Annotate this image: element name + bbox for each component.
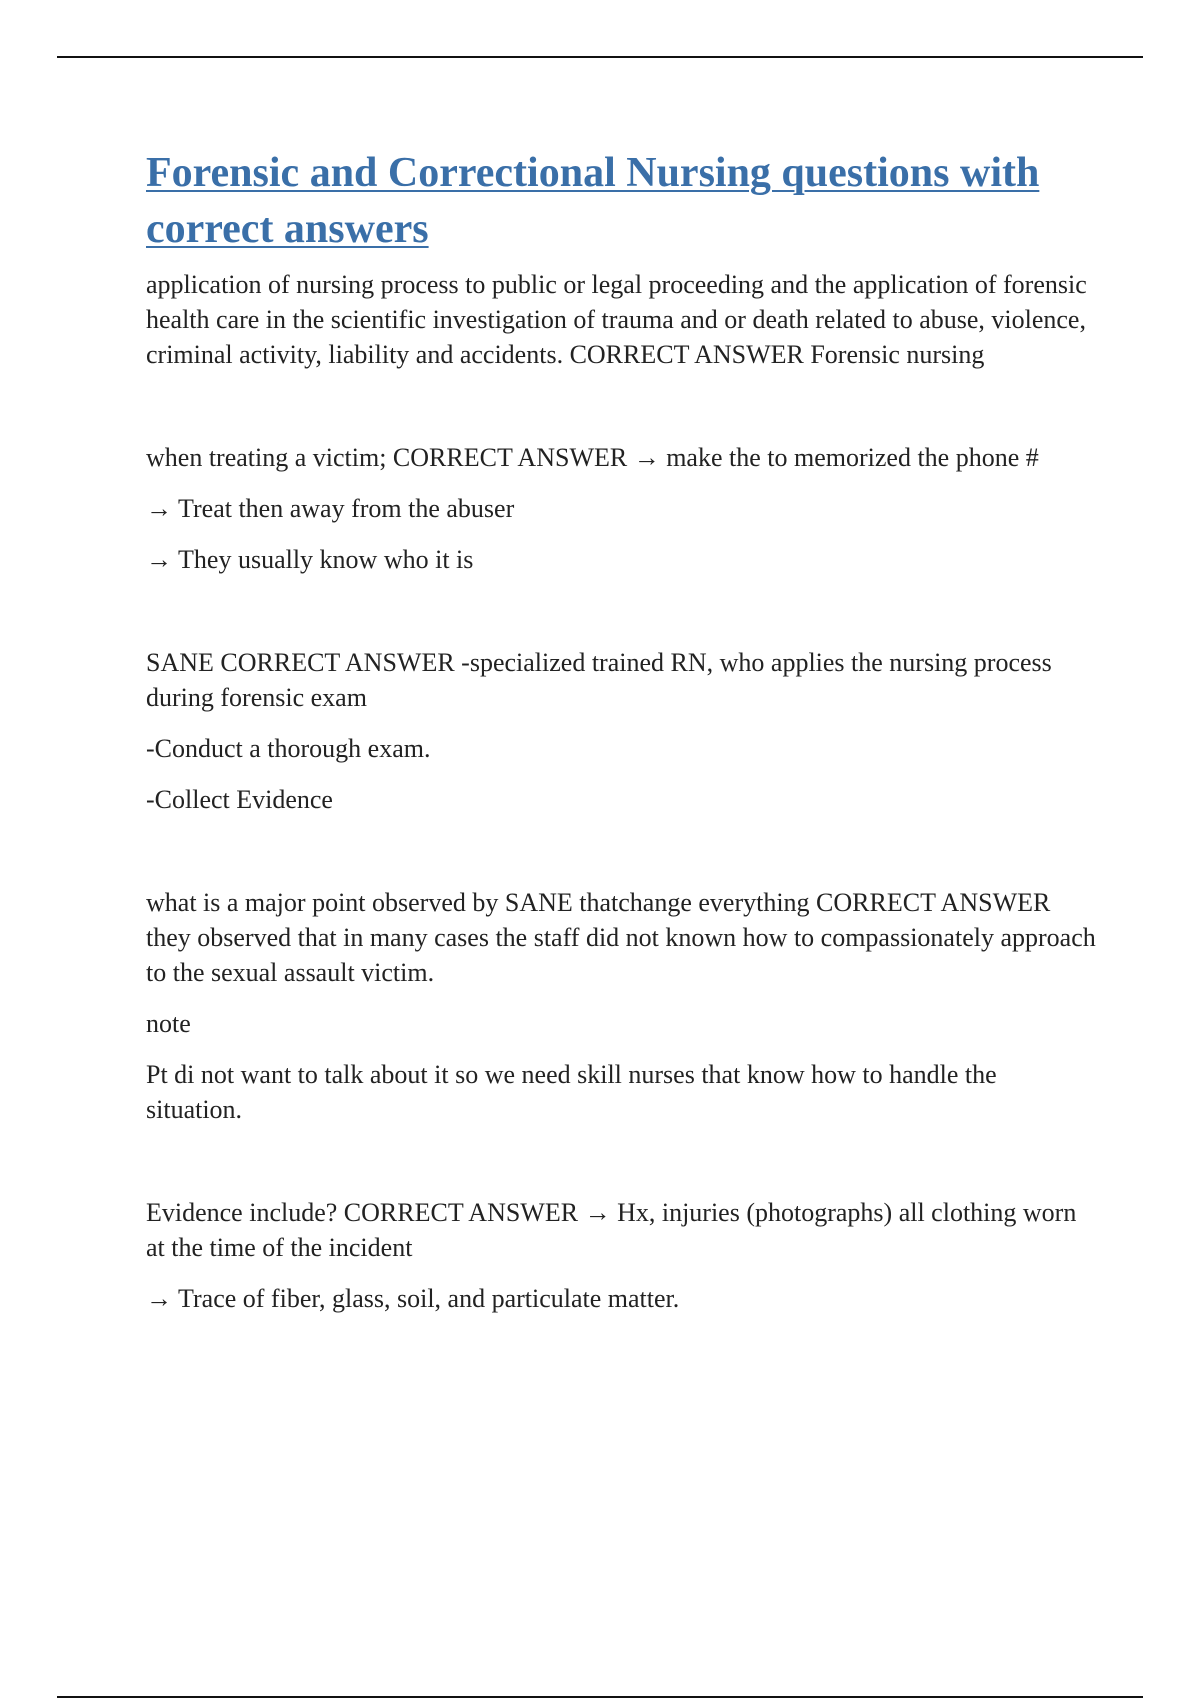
qa-paragraph: Pt di not want to talk about it so we need skill nurses that know how to handle the situation. [146,1060,997,1124]
document-title: Forensic and Correctional Nursing questions with correct answers [146,150,1040,252]
qa-paragraph: → Trace of fiber, glass, soil, and particulate matter. [146,1284,680,1313]
qa-paragraph: what is a major point observed by SANE thatchange everything CORRECT ANSWER they observed that in many cases the staff did not known how to compassionately approach to the sexual assault victim. [146,888,1096,987]
qa-paragraph: when treating a victim; CORRECT ANSWER → make the to memorized the phone # [146,443,1039,472]
qa-paragraph: -Collect Evidence [146,785,333,814]
document-body [146,145,1096,1316]
qa-paragraph: SANE CORRECT ANSWER -specialized trained RN, who applies the nursing process during forensic exam [146,648,1052,712]
qa-paragraph: Evidence include? CORRECT ANSWER → Hx, injuries (photographs) all clothing worn at the time of the incident [146,1198,1077,1262]
qa-paragraph: → Treat then away from the abuser [146,494,515,523]
qa-paragraph: -Conduct a thorough exam. [146,734,431,763]
qa-section-forensic-nursing [146,267,1096,372]
qa-paragraph: → They usually know who it is [146,545,474,574]
qa-section-evidence [146,1195,1096,1316]
qa-section-sane-major-point [146,885,1096,1127]
qa-section-treating-victim [146,440,1096,577]
qa-paragraph: application of nursing process to public or legal proceeding and the application of forensic health care in the scientific investigation of trauma and or death related to abuse, violence, criminal activity, liability and accidents. CORRECT ANSWER Forensic nursing [146,270,1087,369]
header-rule [57,56,1143,58]
footer-rule [57,1696,1143,1698]
qa-paragraph: note [146,1009,191,1038]
qa-section-sane [146,645,1096,817]
